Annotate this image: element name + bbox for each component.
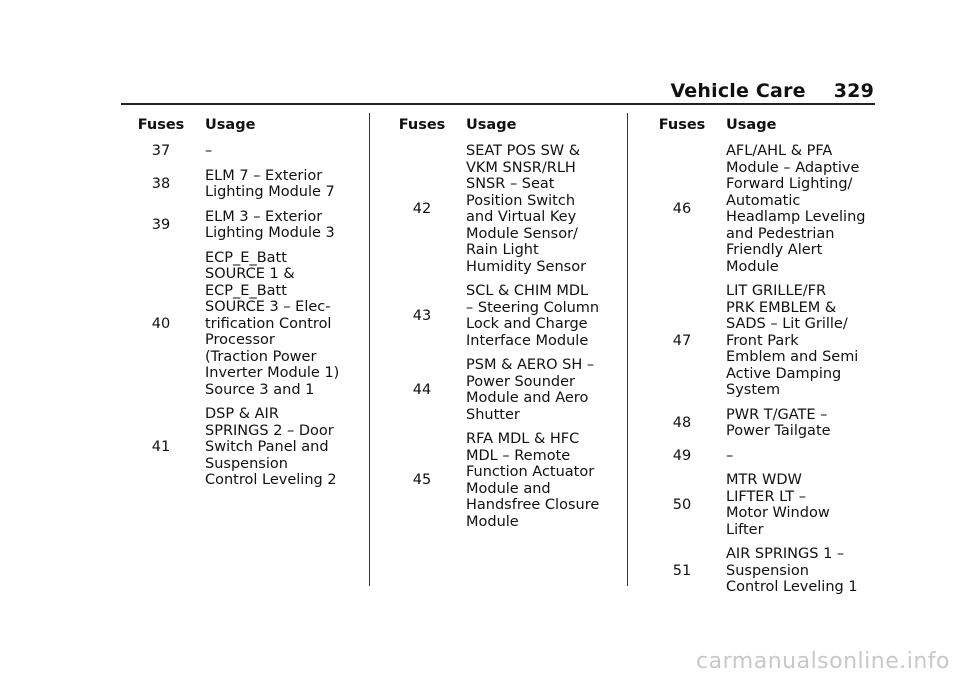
table-header bbox=[121, 115, 361, 135]
fuse-usage: AFL/AHL & PFA Module – Adaptive Forward Lighting/ Automatic Headlamp Leveling and Pedestrian Friendly Alert Module bbox=[726, 143, 866, 275]
fuse-usage: MTR WDW LIFTER LT – Motor Window Lifter bbox=[726, 472, 830, 538]
fuse-usage: PSM & AERO SH – Power Sounder Module and Aero Shutter bbox=[466, 357, 595, 423]
table-row bbox=[642, 546, 882, 596]
fuse-table-column-3 bbox=[642, 115, 882, 596]
fuse-usage: ELM 3 – Exterior Lighting Module 3 bbox=[205, 208, 335, 241]
fuse-usage: PWR T/GATE – Power Tailgate bbox=[726, 406, 831, 439]
usage-column-header: Usage bbox=[205, 116, 256, 133]
table-row bbox=[382, 283, 622, 349]
table-row bbox=[642, 143, 882, 275]
table-row bbox=[382, 143, 622, 275]
fuse-number: 50 bbox=[672, 496, 692, 513]
fuse-usage: ECP_E_Batt SOURCE 1 & ECP_E_Batt SOURCE 3 – Elec- trification Control Processor (Traction Power Inverter Module 1) Source 3 and 1 bbox=[205, 249, 340, 398]
fuse-number: 37 bbox=[151, 143, 171, 159]
fuse-number: 43 bbox=[412, 307, 432, 324]
fuse-table-column-2 bbox=[382, 115, 622, 530]
table-row bbox=[121, 168, 361, 201]
fuse-number: 39 bbox=[151, 216, 171, 233]
table-row bbox=[121, 250, 361, 399]
fuse-table-column-1 bbox=[121, 115, 361, 489]
column-divider bbox=[369, 113, 370, 586]
usage-column-header: Usage bbox=[726, 116, 777, 133]
page-number: 329 bbox=[833, 80, 874, 102]
fuse-usage: SEAT POS SW & VKM SNSR/RLH SNSR – Seat Position Switch and Virtual Key Module Sensor/ Rain Light Humidity Sensor bbox=[466, 143, 587, 275]
fuse-number: 40 bbox=[151, 315, 171, 332]
fuse-number: 44 bbox=[412, 381, 432, 398]
fuse-usage: SCL & CHIM MDL – Steering Column Lock and Charge Interface Module bbox=[466, 283, 600, 349]
fuse-usage: RFA MDL & HFC MDL – Remote Function Actuator Module and Handsfree Closure Module bbox=[466, 431, 600, 530]
table-row bbox=[121, 406, 361, 489]
watermark: carmanualsonline.info bbox=[696, 649, 950, 674]
fuse-usage: – bbox=[726, 447, 734, 464]
table-row bbox=[121, 143, 361, 160]
table-row bbox=[642, 407, 882, 440]
fuse-number: 42 bbox=[412, 200, 432, 217]
fuse-usage: – bbox=[205, 143, 213, 159]
table-row bbox=[121, 209, 361, 242]
fuse-number: 41 bbox=[151, 439, 171, 455]
fuses-column-header: Fuses bbox=[137, 116, 185, 133]
fuse-number: 47 bbox=[672, 332, 692, 349]
table-row bbox=[642, 283, 882, 399]
fuse-usage: LIT GRILLE/FR PRK EMBLEM & SADS – Lit Grille/ Front Park Emblem and Semi Active Damping System bbox=[726, 283, 859, 398]
fuse-number: 48 bbox=[672, 414, 692, 431]
header-rule bbox=[121, 103, 875, 105]
table-row bbox=[642, 472, 882, 538]
fuses-column-header: Fuses bbox=[398, 116, 446, 133]
section-title: Vehicle Care bbox=[670, 80, 806, 102]
fuse-number: 51 bbox=[672, 562, 692, 579]
table-row bbox=[642, 448, 882, 465]
table-row bbox=[382, 431, 622, 530]
fuse-number: 38 bbox=[151, 175, 171, 192]
page-header bbox=[670, 80, 874, 102]
fuse-usage: DSP & AIR SPRINGS 2 – Door Switch Panel and Suspension Control Leveling 2 bbox=[205, 406, 337, 488]
table-header bbox=[642, 115, 882, 135]
fuse-number: 45 bbox=[412, 472, 432, 489]
usage-column-header: Usage bbox=[466, 116, 517, 133]
fuse-number: 46 bbox=[672, 200, 692, 217]
fuses-column-header: Fuses bbox=[658, 116, 706, 133]
fuse-usage: AIR SPRINGS 1 – Suspension Control Leveling 1 bbox=[726, 546, 858, 595]
table-header bbox=[382, 115, 622, 135]
table-row bbox=[382, 357, 622, 423]
fuse-number: 49 bbox=[672, 447, 692, 464]
column-divider bbox=[627, 113, 628, 586]
fuse-usage: ELM 7 – Exterior Lighting Module 7 bbox=[205, 167, 335, 200]
